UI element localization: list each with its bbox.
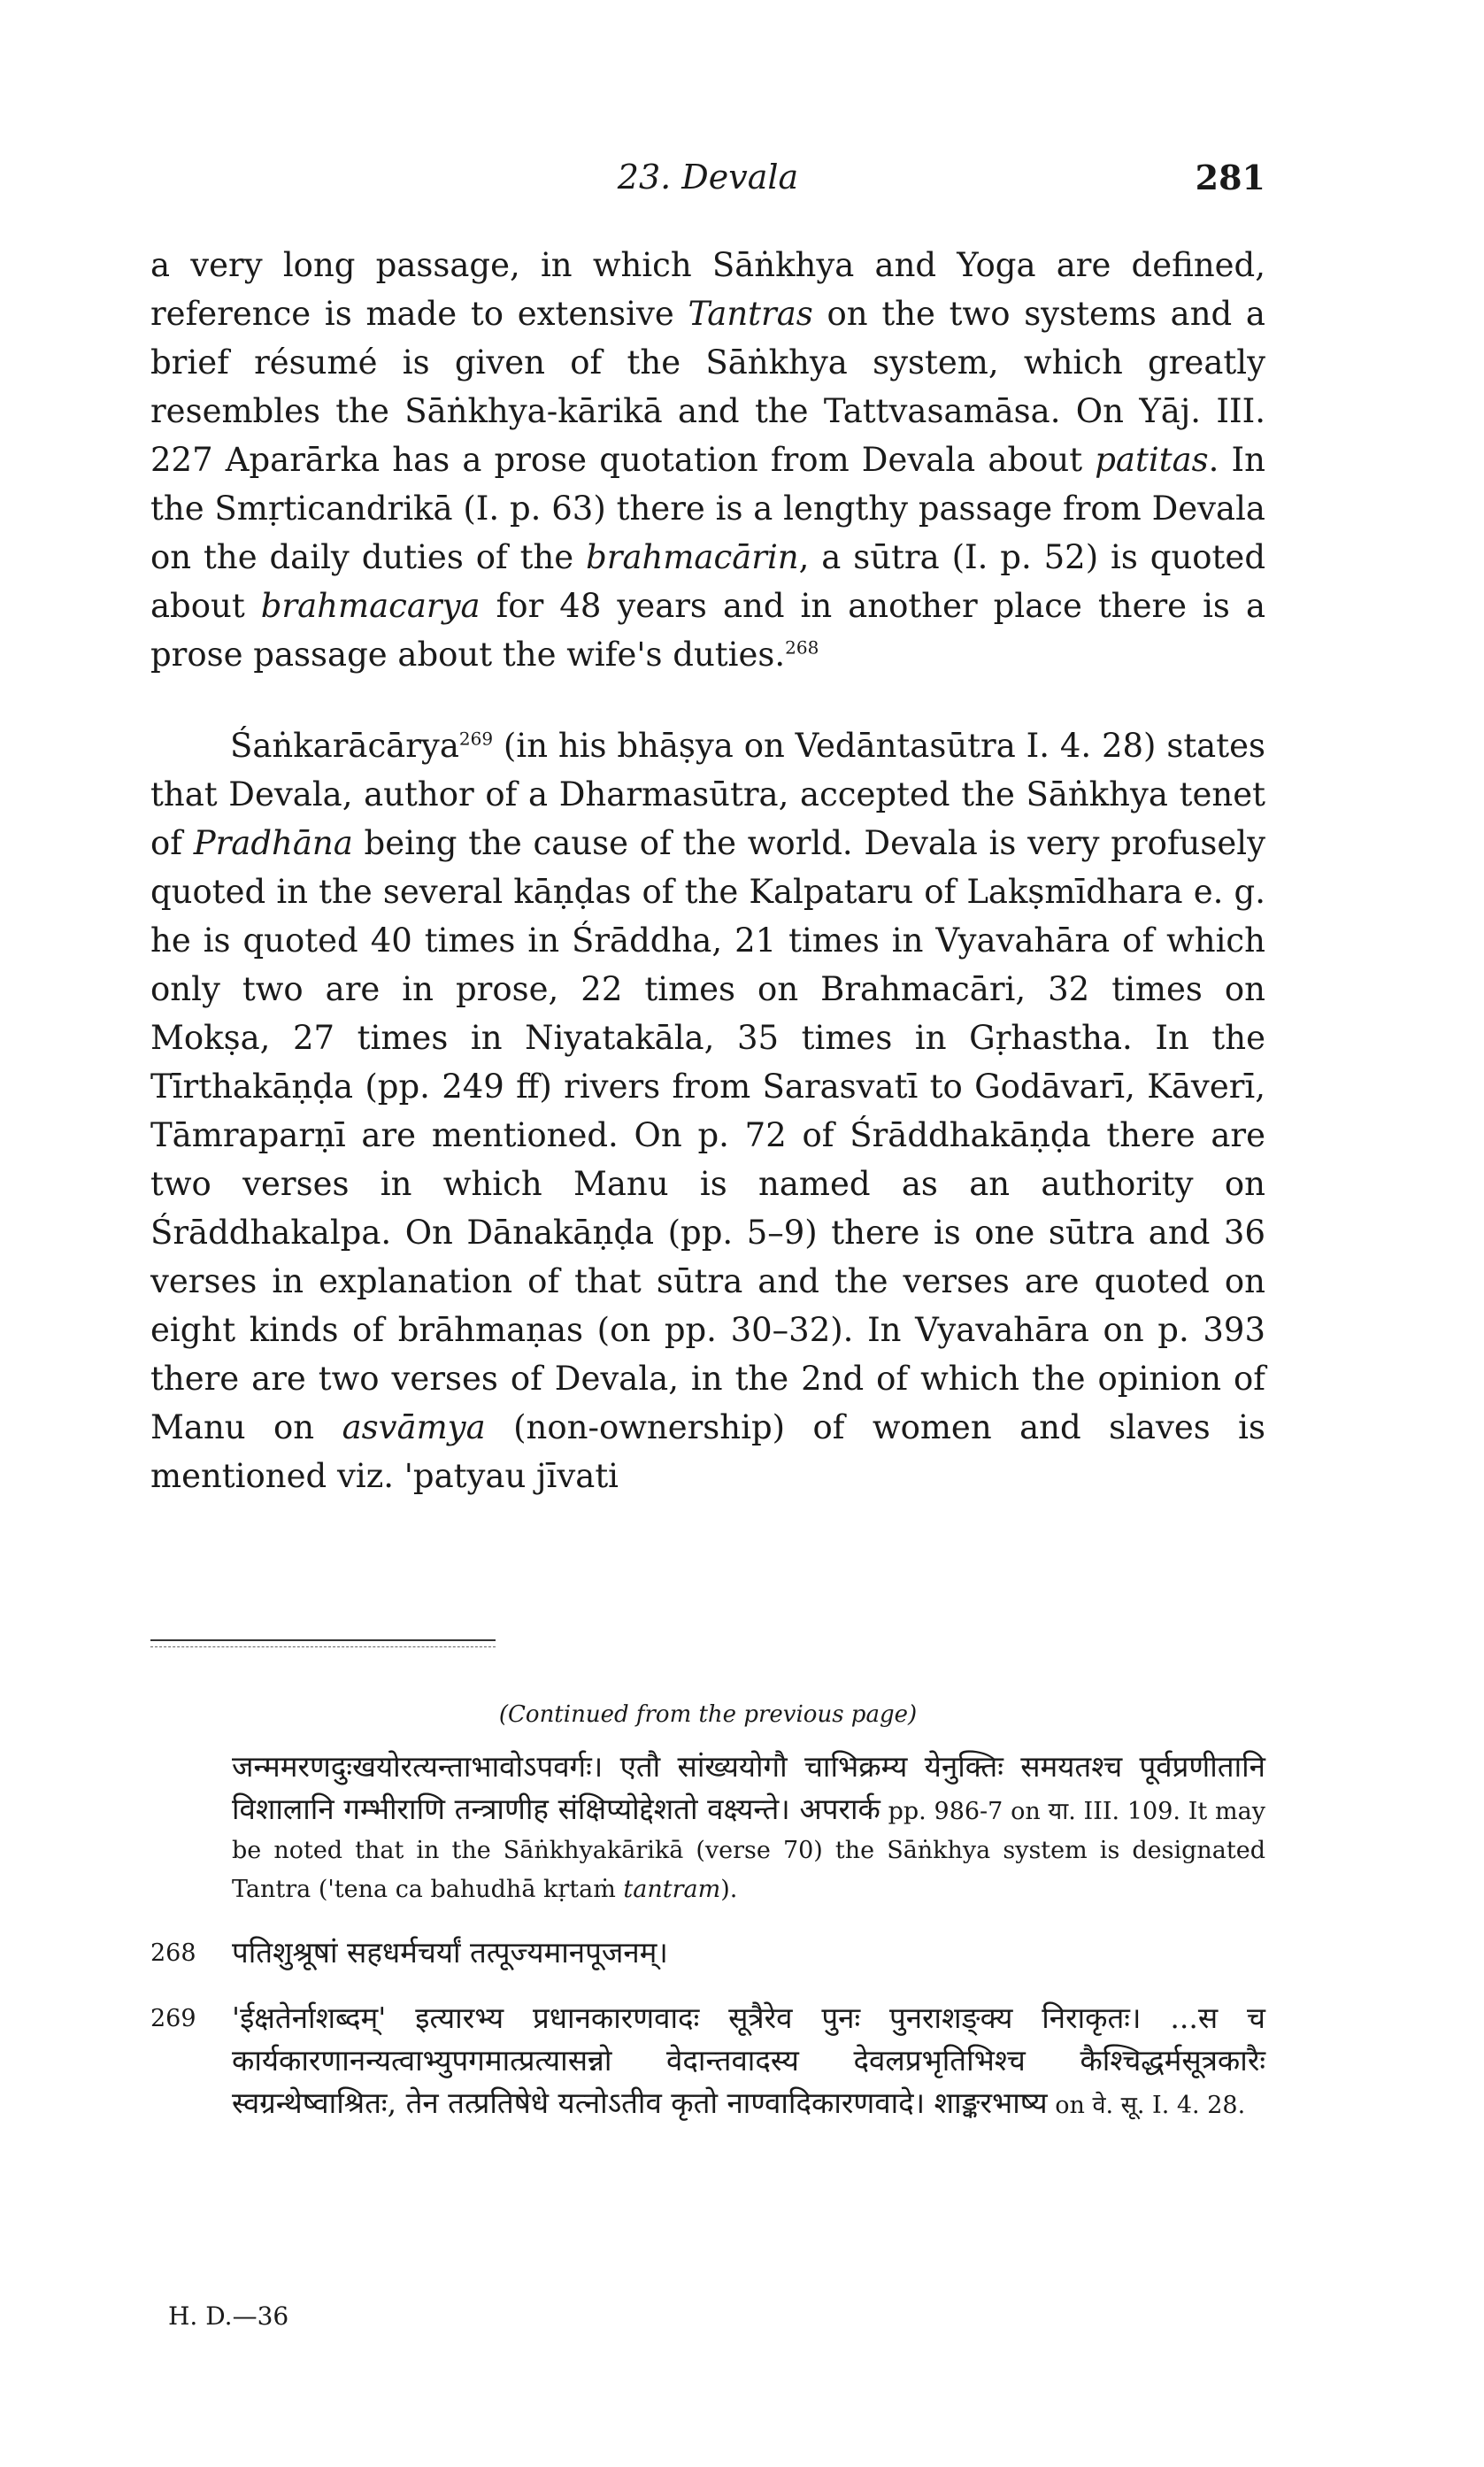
text-run: on the two systems and a brief résumé is given of the Sāṅkhya system, which greatly resembles the Sāṅkhya-kārikā and the Tattvasamāsa. On Yāj. III. 227 Aparārka has a prose quotation from Devala about <box>150 295 1265 479</box>
footnote-number: 268 <box>150 1939 196 1967</box>
text-run: (in his bhāṣya on Vedāntasūtra I. 4. 28) states that Devala, author of a Dharmasūtra, accepted the Sāṅkhya tenet of <box>150 727 1265 862</box>
italic-term: brahmacarya <box>260 587 481 625</box>
text-run: for 48 years and in another place there is a prose passage about the wife's duties. <box>150 587 1266 674</box>
text-run: pp. 986-7 on या. III. 109. It may be noted that in the Sāṅkhyakārikā (verse 70) the Sāṅkhya system is designated Tantra ('tena ca bahudhā kṛtaṁ <box>232 1798 1265 1903</box>
italic-term: patitas <box>1095 441 1209 479</box>
footnote-269 <box>150 1998 1265 2125</box>
text-run: Śaṅkarācārya <box>230 727 459 765</box>
printer-signature: H. D.—36 <box>168 2301 289 2331</box>
italic-term: brahmacārin <box>586 538 799 576</box>
text-run: on वे. सू. I. 4. 28. <box>1047 2092 1246 2119</box>
text-run: ). <box>720 1876 738 1903</box>
footnote-divider-dashed <box>150 1646 496 1647</box>
page-number: 281 <box>1195 158 1265 197</box>
italic-term: tantram <box>623 1876 721 1903</box>
sanskrit-quote: जन्ममरणदुःखयोरत्यन्ताभावोऽपवर्गः। एतौ सांख्ययोगौ चाभिक्रम्य येनुक्तिः समयतश्च पूर्वप्रणीतानि विशालानि गम्भीराणि तन्त्राणीह संक्षिप्योद्देशतो वक्ष्यन्ते। अपरार्क <box>232 1749 1265 1826</box>
footnote-divider <box>150 1639 496 1641</box>
continued-footnote <box>150 1746 1265 1909</box>
italic-term: Tantras <box>688 295 813 333</box>
footnote-ref-268[interactable]: 268 <box>785 636 819 659</box>
running-title: 23. Devala <box>617 158 799 197</box>
text-run: a very long passage, in which Sāṅkhya and Yoga are defined, reference is made to extensive <box>150 246 1265 333</box>
paragraph-2 <box>150 721 1265 1500</box>
body-text <box>150 241 1265 1500</box>
sanskrit-quote: पतिशुश्रूषां सहधर्मचर्यां तत्पूज्यमानपूजनम्। <box>232 1935 668 1970</box>
italic-term: Pradhāna <box>193 824 353 862</box>
text-run: , a sūtra (I. p. 52) is quoted about <box>150 538 1266 625</box>
text-run: being the cause of the world. Devala is very profusely quoted in the several kāṇḍas of the Kalpataru of Lakṣmīdhara e. g. he is quoted 40 times in Śrāddha, 21 times in Vyavahāra of which only two are in prose, 22 times on Brahmacāri, 32 times on Mokṣa, 27 times in Niyatakāla, 35 times in Gṛhastha. In the Tīrthakāṇḍa (pp. 249 ff) rivers from Sarasvatī to Godāvarī, Kāverī, Tāmraparṇī are mentioned. On p. 72 of Śrāddhakāṇḍa there are two verses in which Manu is named as an authority on Śrāddhakalpa. On Dānakāṇḍa (pp. 5–9) there is one sūtra and 36 verses in explanation of that sūtra and the verses are quoted on eight kinds of brāhmaṇas (on pp. 30–32). In Vyavahāra on p. 393 there are two verses of Devala, in the 2nd of which the opinion of Manu on <box>150 824 1266 1446</box>
text-run: (non-ownership) of women and slaves is mentioned viz. 'patyau jīvati <box>150 1408 1265 1495</box>
footnote-number: 269 <box>150 2005 196 2032</box>
italic-term: asvāmya <box>342 1408 486 1446</box>
continued-note: (Continued from the previous page) <box>498 1701 918 1728</box>
sanskrit-quote: 'ईक्षतेर्नाशब्दम्' इत्यारभ्य प्रधानकारणवादः सूत्रैरेव पुनः पुनराशङ्क्य निराकृतः। ...स च कार्यकारणानन्यत्वाभ्युपगमात्प्रत्यासन्नो वेदान्तवादस्य देवलप्रभृतिभिश्च कैश्चिद्धर्मसूत्रकारैः स्वग्रन्थेष्वाश्रितः, तेन तत्प्रतिषेधे यत्नोऽतीव कृतो नाण्वादिकारणवादे। शाङ्करभाष्य <box>232 2001 1265 2120</box>
paragraph-1 <box>150 241 1265 679</box>
running-head <box>150 158 1265 211</box>
footnote-ref-269[interactable]: 269 <box>458 728 494 750</box>
text-run: . In the Smṛticandrikā (I. p. 63) there is a lengthy passage from Devala on the daily duties of the <box>150 441 1265 576</box>
footnotes <box>150 1695 1265 2125</box>
footnote-268 <box>150 1932 1265 1975</box>
